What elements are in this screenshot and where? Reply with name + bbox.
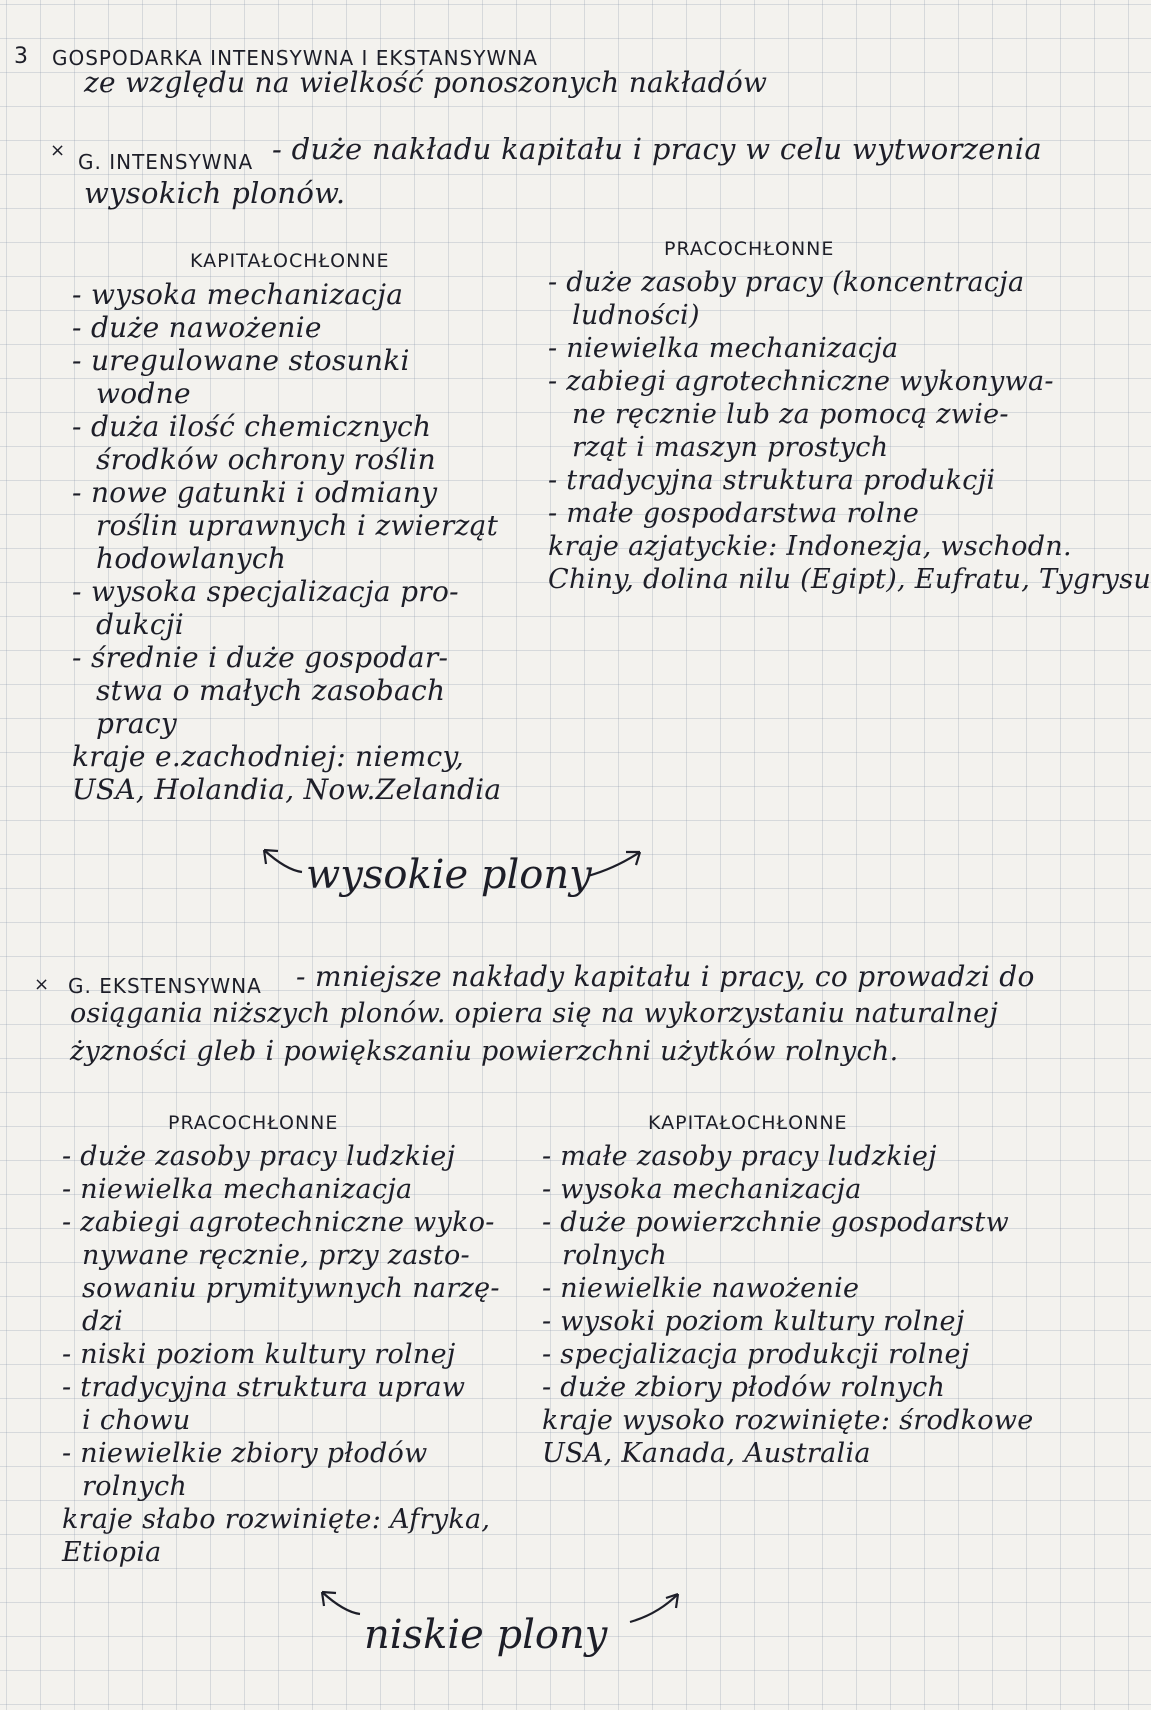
list-item: - duża ilość chemicznych xyxy=(72,410,432,443)
list-item: nywane ręcznie, przy zasto- xyxy=(82,1240,470,1271)
list-item: USA, Kanada, Australia xyxy=(542,1438,871,1469)
arrow-left-icon xyxy=(314,1584,364,1624)
list-item: - uregulowane stosunki xyxy=(72,344,410,377)
list-item: ludności) xyxy=(572,300,700,331)
extensive-definition-line: żyzności gleb i powiększaniu powierzchni użytków rolnych. xyxy=(70,1036,899,1067)
list-item: kraje słabo rozwinięte: Afryka, xyxy=(62,1504,491,1535)
column-header-capital-intensive: KAPITAŁOCHŁONNE xyxy=(648,1112,848,1134)
list-item: - wysoka mechanizacja xyxy=(542,1174,862,1205)
extensive-capital-list xyxy=(542,1140,1034,1470)
list-item: kraje wysoko rozwinięte: środkowe xyxy=(542,1405,1034,1436)
list-item: rząt i maszyn prostych xyxy=(572,432,889,463)
list-item: kraje e.zachodniej: niemcy, xyxy=(72,740,465,773)
column-header-capital-intensive: KAPITAŁOCHŁONNE xyxy=(190,250,390,272)
list-item: rolnych xyxy=(562,1240,668,1271)
list-item: - duże zasoby pracy ludzkiej xyxy=(62,1141,456,1172)
list-item: - duże zbiory płodów rolnych xyxy=(542,1372,946,1403)
list-item: środków ochrony roślin xyxy=(96,443,436,476)
list-item: - niewielka mechanizacja xyxy=(62,1174,413,1205)
result-low-yields: niskie plony xyxy=(364,1612,608,1658)
list-item: wodne xyxy=(96,377,191,410)
list-item: - małe zasoby pracy ludzkiej xyxy=(542,1141,937,1172)
intensive-heading: G. INTENSYWNA xyxy=(78,150,254,174)
bullet-marker: × xyxy=(34,974,50,995)
list-item: - wysoka mechanizacja xyxy=(72,278,404,311)
list-item: i chowu xyxy=(82,1405,191,1436)
section-number: 3 xyxy=(14,44,29,69)
list-item: hodowlanych xyxy=(96,542,287,575)
arrow-right-icon xyxy=(628,1590,688,1630)
column-header-labor-intensive: PRACOCHŁONNE xyxy=(168,1112,339,1134)
list-item: - niewielkie zbiory płodów xyxy=(62,1438,428,1469)
list-item: - małe gospodarstwa rolne xyxy=(548,498,920,529)
list-item: - duże nawożenie xyxy=(72,311,322,344)
list-item: - tradycyjna struktura upraw xyxy=(62,1372,466,1403)
result-high-yields: wysokie plony xyxy=(306,852,592,898)
list-item: - zabiegi agrotechniczne wykonywa- xyxy=(548,366,1054,397)
intensive-labor-list xyxy=(548,266,1151,596)
list-item: - niewielka mechanizacja xyxy=(548,333,899,364)
list-item: sowaniu prymitywnych narzę- xyxy=(82,1273,500,1304)
page-title: GOSPODARKA INTENSYWNA I EKSTANSYWNA xyxy=(52,46,538,70)
list-item: Etiopia xyxy=(62,1537,162,1568)
list-item: roślin uprawnych i zwierząt xyxy=(96,509,499,542)
extensive-labor-list xyxy=(62,1140,500,1569)
list-item: rolnych xyxy=(82,1471,188,1502)
list-item: pracy xyxy=(96,707,178,740)
list-item: - duże zasoby pracy (koncentracja xyxy=(548,267,1025,298)
bullet-marker: × xyxy=(50,140,66,161)
extensive-heading: G. EKSTENSYWNA xyxy=(68,974,262,998)
list-item: - średnie i duże gospodar- xyxy=(72,641,449,674)
intensive-capital-list xyxy=(72,278,501,806)
list-item: - specjalizacja produkcji rolnej xyxy=(542,1339,970,1370)
list-item: stwa o małych zasobach xyxy=(96,674,446,707)
arrow-right-icon xyxy=(586,846,646,886)
list-item: - nowe gatunki i odmiany xyxy=(72,476,438,509)
list-item: Chiny, dolina nilu (Egipt), Eufratu, Tygrysu xyxy=(548,564,1151,595)
extensive-definition-line: - mniejsze nakłady kapitału i pracy, co prowadzi do xyxy=(296,960,1035,993)
list-item: - zabiegi agrotechniczne wyko- xyxy=(62,1207,495,1238)
list-item: dzi xyxy=(82,1306,124,1337)
list-item: ne ręcznie lub za pomocą zwie- xyxy=(572,399,1009,430)
list-item: dukcji xyxy=(96,608,185,641)
list-item: - wysoka specjalizacja pro- xyxy=(72,575,459,608)
page-subtitle: ze względu na wielkość ponoszonych nakładów xyxy=(84,66,768,99)
arrow-left-icon xyxy=(256,842,306,882)
list-item: kraje azjatyckie: Indonezja, wschodn. xyxy=(548,531,1072,562)
list-item: - duże powierzchnie gospodarstw xyxy=(542,1207,1009,1238)
list-item: - wysoki poziom kultury rolnej xyxy=(542,1306,965,1337)
intensive-definition-line: wysokich plonów. xyxy=(84,176,346,210)
column-header-labor-intensive: PRACOCHŁONNE xyxy=(664,238,835,260)
extensive-definition-line: osiągania niższych plonów. opiera się na wykorzystaniu naturalnej xyxy=(70,998,999,1029)
intensive-definition-line: - duże nakładu kapitału i pracy w celu wytworzenia xyxy=(272,132,1042,166)
list-item: - tradycyjna struktura produkcji xyxy=(548,465,996,496)
list-item: - niski poziom kultury rolnej xyxy=(62,1339,456,1370)
list-item: USA, Holandia, Now.Zelandia xyxy=(72,773,502,806)
list-item: - niewielkie nawożenie xyxy=(542,1273,860,1304)
